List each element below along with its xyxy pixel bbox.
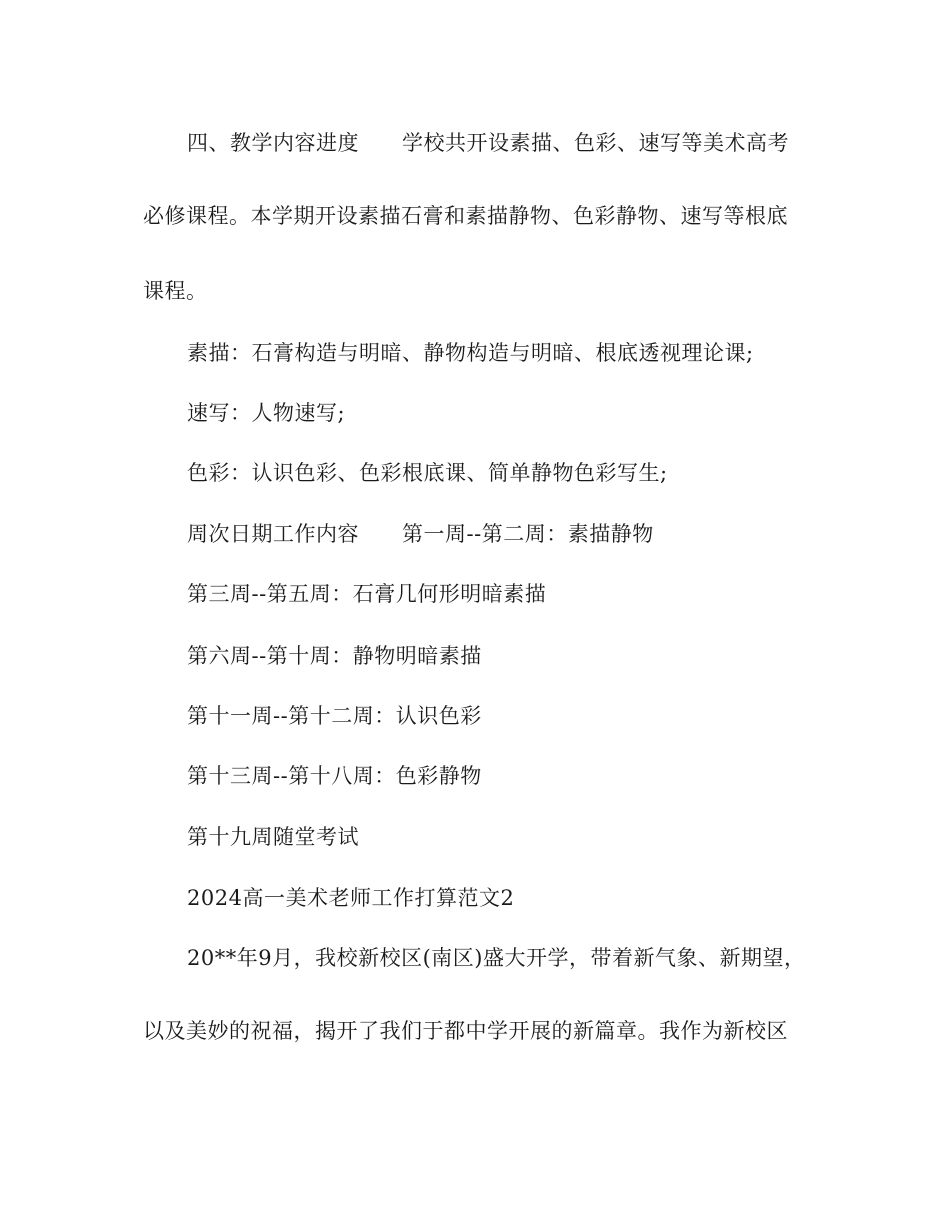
paragraph-line: 以及美妙的祝福，揭开了我们于都中学开展的新篇章。我作为新校区 xyxy=(143,1019,788,1043)
schedule-line: 第十九周随堂考试 xyxy=(187,825,359,849)
schedule-line: 第六周--第十周：静物明暗素描 xyxy=(187,644,482,668)
schedule-line: 第十三周--第十八周：色彩静物 xyxy=(187,764,482,788)
schedule-line: 第三周--第五周：石膏几何形明暗素描 xyxy=(187,582,547,606)
section-title: 2024高一美术老师工作打算范文2 xyxy=(187,886,515,910)
paragraph-line: 四、教学内容进度 学校共开设素描、色彩、速写等美术高考 xyxy=(187,131,789,155)
schedule-line: 第十一周--第十二周：认识色彩 xyxy=(187,704,482,728)
paragraph-line: 20**年9月，我校新校区(南区)盛大开学，带着新气象、新期望， xyxy=(187,946,806,970)
paragraph-line: 周次日期工作内容 第一周--第二周：素描静物 xyxy=(187,522,654,546)
paragraph-line: 素描：石膏构造与明暗、静物构造与明暗、根底透视理论课; xyxy=(187,341,754,365)
paragraph-line: 课程。 xyxy=(143,279,208,303)
paragraph-line: 必修课程。本学期开设素描石膏和素描静物、色彩静物、速写等根底 xyxy=(143,204,788,228)
paragraph-line: 色彩：认识色彩、色彩根底课、简单静物色彩写生; xyxy=(187,461,668,485)
paragraph-line: 速写：人物速写; xyxy=(187,401,346,425)
